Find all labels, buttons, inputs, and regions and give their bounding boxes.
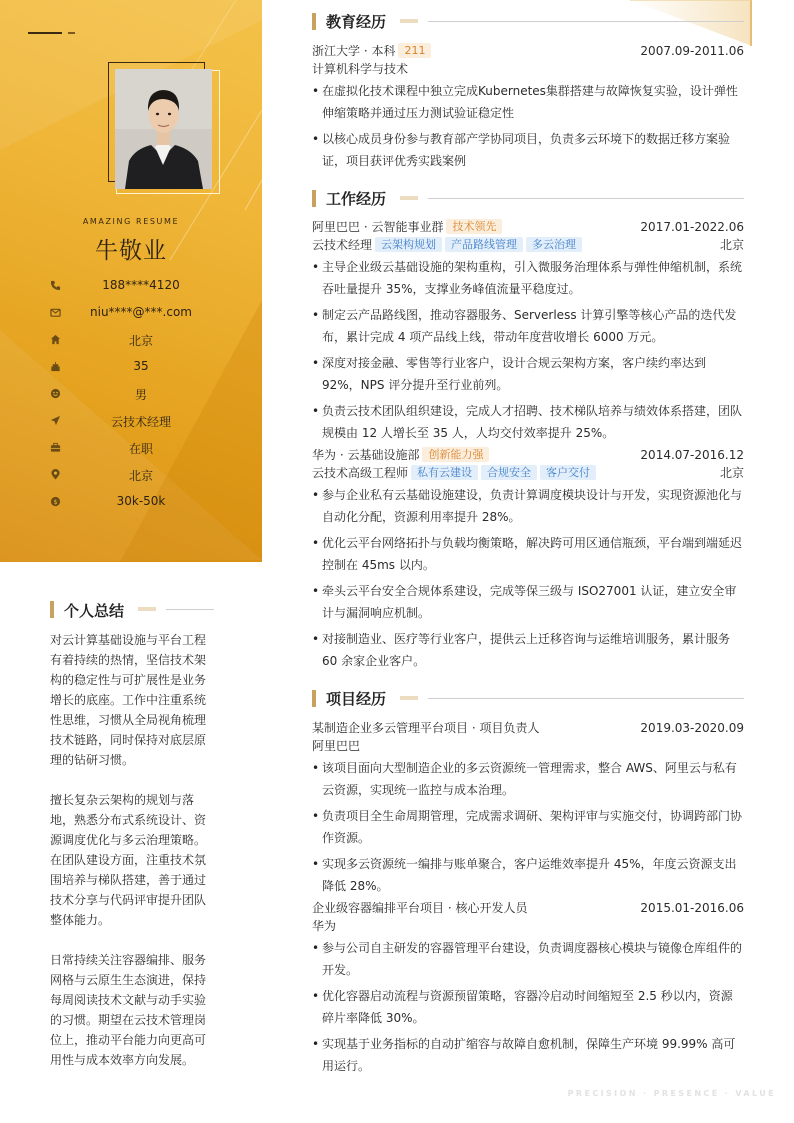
phone-icon	[50, 280, 61, 291]
info-home	[0, 330, 262, 357]
list-item: • 参与企业私有云基础设施建设，负责计算调度模块设计与开发，实现资源池化与自动化分配，资源利用率提升 28%。	[312, 484, 744, 528]
job-city: 北京	[719, 466, 744, 480]
heading-accent-bar	[312, 13, 316, 30]
job-date: 2017.01-2022.06	[640, 220, 744, 234]
school-name: 浙江大学 · 本科	[312, 44, 396, 58]
work-heading	[312, 189, 744, 209]
project-entry	[312, 899, 744, 1081]
info-value: 北京	[128, 469, 153, 483]
job-bullets	[312, 484, 744, 672]
info-job-target	[0, 411, 262, 438]
company-tag: 创新能力强	[422, 447, 489, 462]
major: 计算机科学与技术	[312, 62, 409, 76]
list-item: • 对接制造业、医疗等行业客户，提供云上迁移咨询与运维培训服务，累计服务 60 余家企业客户。	[312, 628, 744, 672]
list-item: • 主导企业级云基础设施的架构重构，引入微服务治理体系与弹性伸缩机制，系统吞吐量提升 35%，支撑业务峰值流量平稳度过。	[312, 256, 744, 300]
info-value: 云技术经理	[110, 415, 171, 429]
project-entry	[312, 719, 744, 901]
list-item: • 参与公司自主研发的容器管理平台建设，负责调度器核心模块与镜像仓库组件的开发。	[312, 937, 744, 981]
info-value: niu****@***.com	[90, 305, 192, 319]
resume-tagline: AMAZING RESUME	[82, 217, 180, 226]
position-row	[312, 236, 744, 254]
work-entry	[312, 446, 744, 676]
heading-pill	[400, 19, 418, 23]
project-org: 华为	[312, 919, 337, 933]
position-row	[312, 464, 744, 482]
work-entry	[312, 218, 744, 448]
position-name: 云技术高级工程师	[312, 466, 409, 480]
education-heading	[312, 12, 744, 32]
mail-icon	[50, 307, 61, 318]
skill-tag: 云架构规划	[375, 237, 442, 252]
project-org: 阿里巴巴	[312, 739, 361, 753]
list-item: • 深度对接金融、零售等行业客户，设计合规云架构方案，客户续约率达到 92%，NPS 评分提升至行业前列。	[312, 352, 744, 396]
summary-title: 个人总结	[64, 602, 125, 620]
heading-divider	[428, 198, 744, 199]
heading-accent-bar	[312, 690, 316, 707]
briefcase-icon	[50, 442, 61, 453]
cake-icon	[50, 361, 61, 372]
position-name: 云技术经理	[312, 238, 373, 252]
list-item: • 制定云产品路线图，推动容器服务、Serverless 计算引擎等核心产品的迭代发布，累计完成 4 项产品线上线，带动年度营收增长 6000 万元。	[312, 304, 744, 348]
skill-tag: 多云治理	[526, 237, 582, 252]
project-row	[312, 899, 744, 917]
footer-motto: PRECISION · PRESENCE · VALUE	[567, 1089, 776, 1098]
project-name: 企业级容器编排平台项目 · 核心开发人员	[312, 901, 528, 915]
svg-text:$: $	[53, 497, 58, 506]
company-row	[312, 218, 744, 236]
info-age	[0, 357, 262, 384]
projects-heading	[312, 689, 744, 709]
company-row	[312, 446, 744, 464]
skill-tag: 客户交付	[540, 465, 596, 480]
education-row	[312, 42, 744, 60]
summary-paragraph: 对云计算基础设施与平台工程有着持续的热情，坚信技术架构的稳定性与可扩展性是业务增长的底座。工作中注重系统性思维，习惯从全局视角梳理技术链路，同时保持对底层原理的钻研习惯。	[50, 633, 207, 767]
job-bullets	[312, 256, 744, 444]
heading-divider	[428, 21, 744, 22]
info-value: 35	[133, 359, 149, 373]
list-item: • 该项目面向大型制造企业的多云资源统一管理需求，整合 AWS、阿里云与私有云资源，实现统一监控与成本治理。	[312, 757, 744, 801]
company-tag: 技术领先	[446, 219, 502, 234]
project-bullets	[312, 757, 744, 897]
info-value: 在职	[128, 442, 153, 456]
decorative-dot	[68, 32, 75, 34]
list-item: • 在虚拟化技术课程中独立完成Kubernetes集群搭建与故障恢复实验，设计弹性伸缩策略并通过压力测试验证稳定性	[312, 80, 744, 124]
list-item: • 牵头云平台安全合规体系建设，完成等保三级与 ISO27001 认证，建立安全审计与漏洞响应机制。	[312, 580, 744, 624]
summary-heading	[50, 600, 220, 618]
project-bullets	[312, 937, 744, 1077]
job-date: 2014.07-2016.12	[640, 448, 744, 462]
education-entry	[312, 42, 744, 176]
project-name: 某制造企业多云管理平台项目 · 项目负责人	[312, 721, 540, 735]
summary-text	[50, 630, 208, 1090]
profile-photo	[115, 69, 212, 189]
coin-icon	[50, 496, 61, 507]
education-bullets	[312, 80, 744, 172]
person-name: 牛敬业	[95, 238, 167, 264]
heading-divider	[166, 609, 214, 610]
info-salary	[0, 492, 262, 519]
list-item: • 以核心成员身份参与教育部产学协同项目，负责多云环境下的数据迁移方案验证，项目获评优秀实践案例	[312, 128, 744, 172]
skill-tag: 合规安全	[481, 465, 537, 480]
project-row	[312, 719, 744, 737]
info-value: 北京	[128, 334, 153, 348]
info-status	[0, 438, 262, 465]
summary-paragraph: 擅长复杂云架构的规划与落地，熟悉分布式系统设计、资源调度优化与多云治理策略。在团队建设方面，注重技术氛围培养与梯队搭建，善于通过技术分享与代码评审提升团队整体能力。	[50, 793, 207, 927]
list-item: • 负责项目全生命周期管理，完成需求调研、架构评审与实施交付，协调跨部门协作资源。	[312, 805, 744, 849]
job-city: 北京	[719, 238, 744, 252]
education-date: 2007.09-2011.06	[640, 44, 744, 58]
heading-accent-bar	[50, 601, 54, 618]
heading-divider	[428, 698, 744, 699]
info-gender	[0, 384, 262, 411]
heading-pill	[138, 607, 156, 611]
company-name: 华为 · 云基础设施部	[312, 448, 420, 462]
skill-tag: 产品路线管理	[445, 237, 523, 252]
skill-tag: 私有云建设	[411, 465, 478, 480]
list-item: • 实现基于业务指标的自动扩缩容与故障自愈机制，保障生产环境 99.99% 高可用运行。	[312, 1033, 744, 1077]
location-pin-icon	[50, 469, 61, 480]
info-location	[0, 465, 262, 492]
info-value: 男	[134, 388, 147, 402]
company-name: 阿里巴巴 · 云智能事业群	[312, 220, 444, 234]
info-phone	[0, 276, 262, 303]
info-value: 188****4120	[102, 278, 180, 292]
info-value: 30k-50k	[116, 494, 166, 508]
list-item: • 优化云平台网络拓扑与负载均衡策略，解决跨可用区通信瓶颈，平台端到端延迟控制在 45ms 以内。	[312, 532, 744, 576]
list-item: • 优化容器启动流程与资源预留策略，容器冷启动时间缩短至 2.5 秒以内，资源碎片率降低 30%。	[312, 985, 744, 1029]
heading-accent-bar	[312, 190, 316, 207]
education-title: 教育经历	[326, 13, 387, 31]
school-tag: 211	[398, 43, 431, 58]
info-email	[0, 303, 262, 330]
list-item: • 实现多云资源统一编排与账单聚合，客户运维效率提升 45%，年度云资源支出降低 28%。	[312, 853, 744, 897]
home-icon	[50, 334, 61, 345]
smile-icon	[50, 388, 61, 399]
project-date: 2015.01-2016.06	[640, 901, 744, 915]
list-item: • 负责云技术团队组织建设，完成人才招聘、技术梯队培养与绩效体系搭建，团队规模由 12 人增长至 35 人，人均交付效率提升 25%。	[312, 400, 744, 444]
decorative-line	[28, 32, 62, 34]
summary-paragraph: 日常持续关注容器编排、服务网格与云原生生态演进，保持每周阅读技术文献与动手实验的习惯。期望在云技术管理岗位上，推动平台能力向更高可用性与成本效率方向发展。	[50, 953, 207, 1067]
projects-title: 项目经历	[326, 690, 387, 708]
heading-pill	[400, 696, 418, 700]
send-icon	[50, 415, 61, 426]
project-date: 2019.03-2020.09	[640, 721, 744, 735]
contact-info-list	[0, 276, 262, 519]
work-title: 工作经历	[326, 190, 387, 208]
heading-pill	[400, 196, 418, 200]
